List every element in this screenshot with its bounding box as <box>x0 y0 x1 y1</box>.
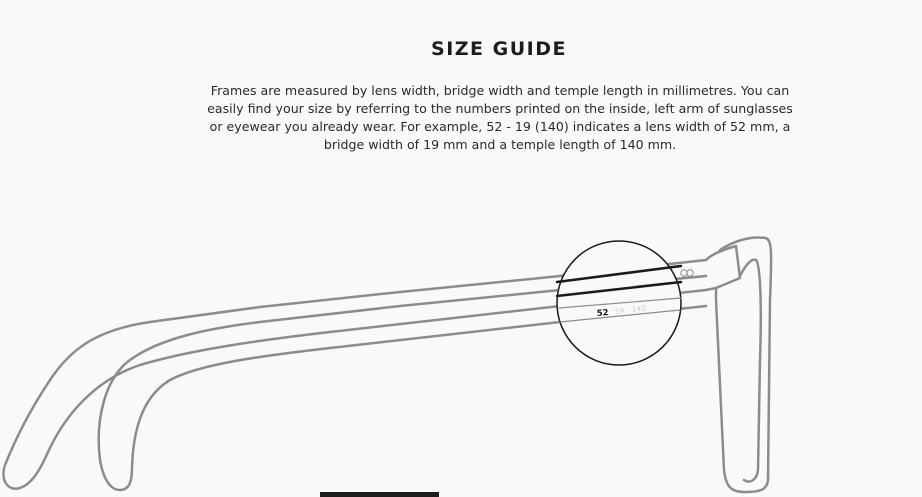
size-guide-title: SIZE GUIDE <box>431 38 567 60</box>
temple-length-value: 140 <box>631 303 647 314</box>
lens-width-value: 52 <box>596 307 610 319</box>
front-frame-outer <box>716 238 771 493</box>
hinge <box>706 246 740 290</box>
size-guide-description: Frames are measured by lens width, bridge width and temple length in millimetres. You can easily find your size by referring to the numbers printed on the inside, left arm of sunglasses or eyewear you already wear. For example, 52 - 19 (140) indicates a lens width of 52 mm, a bridge width of 19 mm and a temple length of 140 mm. <box>207 83 793 152</box>
brand-logo-icon <box>681 270 693 276</box>
bottom-bar <box>320 492 439 497</box>
bridge-width-value: 19 <box>614 306 625 316</box>
front-frame-inner <box>740 260 761 482</box>
